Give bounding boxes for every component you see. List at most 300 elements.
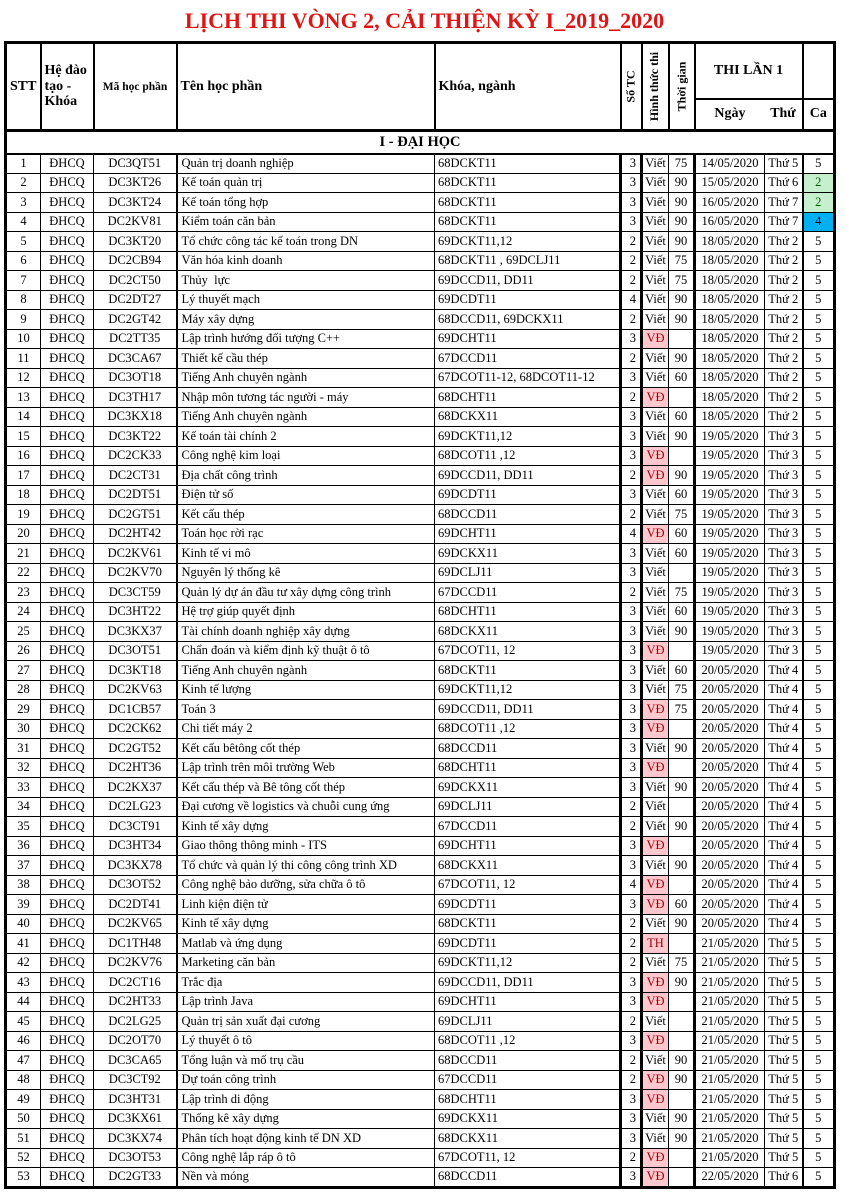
cell-hinh-thuc-thi: Viết [642, 271, 669, 291]
cell-ten-hoc-phan: Giao thông thông minh - ITS [177, 836, 435, 856]
cell-ngay: 20/05/2020 [695, 914, 765, 934]
cell-thoi-gian: 75 [669, 680, 695, 700]
table-row [6, 485, 835, 505]
cell-ngay: 20/05/2020 [695, 778, 765, 798]
cell-khoa-nganh: 69DCKX11 [435, 1109, 621, 1129]
cell-ten-hoc-phan: Thống kê xây dựng [177, 1109, 435, 1129]
cell-thu: Thứ 3 [765, 524, 803, 544]
cell-he-dao-tao: ĐHCQ [41, 1051, 94, 1071]
cell-ma-hoc-phan: DC2KV81 [94, 212, 177, 232]
cell-stt: 16 [6, 446, 41, 466]
cell-ngay: 18/05/2020 [695, 271, 765, 291]
cell-ten-hoc-phan: Nguyên lý thống kê [177, 563, 435, 583]
cell-ma-hoc-phan: DC2CT31 [94, 466, 177, 486]
cell-khoa-nganh: 69DCKT11,12 [435, 427, 621, 447]
cell-ma-hoc-phan: DC1TH48 [94, 934, 177, 954]
cell-stt: 5 [6, 232, 41, 252]
cell-thu: Thứ 4 [765, 661, 803, 681]
cell-so-tc: 3 [621, 427, 642, 447]
cell-khoa-nganh: 68DCKT11 [435, 661, 621, 681]
cell-stt: 11 [6, 349, 41, 369]
cell-hinh-thuc-thi: VĐ [642, 895, 669, 915]
cell-ten-hoc-phan: Tài chính doanh nghiệp xây dựng [177, 622, 435, 642]
cell-ngay: 20/05/2020 [695, 895, 765, 915]
cell-ma-hoc-phan: DC2TT35 [94, 329, 177, 349]
cell-ma-hoc-phan: DC2HT36 [94, 758, 177, 778]
cell-thu: Thứ 5 [765, 1090, 803, 1110]
cell-khoa-nganh: 67DCCD11 [435, 817, 621, 837]
cell-khoa-nganh: 69DCKX11 [435, 778, 621, 798]
cell-hinh-thuc-thi: Viết [642, 856, 669, 876]
cell-ten-hoc-phan: Lý thuyết mạch [177, 290, 435, 310]
col-header-thoi-gian [669, 43, 695, 131]
cell-ca: 5 [803, 622, 835, 642]
cell-he-dao-tao: ĐHCQ [41, 329, 94, 349]
cell-thu: Thứ 2 [765, 368, 803, 388]
cell-he-dao-tao: ĐHCQ [41, 1148, 94, 1168]
cell-he-dao-tao: ĐHCQ [41, 505, 94, 525]
cell-thoi-gian: 60 [669, 485, 695, 505]
cell-khoa-nganh: 68DCKT11 , 69DCLJ11 [435, 251, 621, 271]
cell-stt: 2 [6, 173, 41, 193]
cell-ten-hoc-phan: Trắc địa [177, 973, 435, 993]
table-row [6, 797, 835, 817]
cell-stt: 49 [6, 1090, 41, 1110]
table-row [6, 290, 835, 310]
table-row [6, 602, 835, 622]
cell-hinh-thuc-thi: Viết [642, 661, 669, 681]
table-row [6, 1090, 835, 1110]
cell-stt: 18 [6, 485, 41, 505]
cell-ma-hoc-phan: DC2DT51 [94, 485, 177, 505]
cell-ten-hoc-phan: Chẩn đoán và kiểm định kỹ thuật ô tô [177, 641, 435, 661]
cell-ten-hoc-phan: Kinh tế vi mô [177, 544, 435, 564]
cell-ca: 5 [803, 856, 835, 876]
table-row [6, 641, 835, 661]
cell-ca: 5 [803, 661, 835, 681]
cell-so-tc: 2 [621, 797, 642, 817]
cell-khoa-nganh: 69DCHT11 [435, 329, 621, 349]
col-header-khoa-nganh: Khóa, ngành [435, 43, 621, 131]
cell-stt: 31 [6, 739, 41, 759]
cell-ten-hoc-phan: Lý thuyết ô tô [177, 1031, 435, 1051]
cell-so-tc: 3 [621, 992, 642, 1012]
cell-he-dao-tao: ĐHCQ [41, 934, 94, 954]
cell-ngay: 16/05/2020 [695, 212, 765, 232]
cell-khoa-nganh: 67DCCD11 [435, 349, 621, 369]
cell-so-tc: 2 [621, 914, 642, 934]
cell-ca: 5 [803, 563, 835, 583]
cell-hinh-thuc-thi: Viết [642, 1129, 669, 1149]
cell-thu: Thứ 7 [765, 193, 803, 213]
cell-ma-hoc-phan: DC3CA67 [94, 349, 177, 369]
cell-thoi-gian [669, 1168, 695, 1188]
cell-thu: Thứ 5 [765, 1148, 803, 1168]
cell-ma-hoc-phan: DC3TH17 [94, 388, 177, 408]
cell-thu: Thứ 2 [765, 388, 803, 408]
cell-ten-hoc-phan: Nhập môn tương tác người - máy [177, 388, 435, 408]
section-title: I - ĐẠI HỌC [6, 131, 835, 154]
cell-thoi-gian [669, 875, 695, 895]
cell-so-tc: 3 [621, 680, 642, 700]
cell-thoi-gian: 90 [669, 817, 695, 837]
cell-stt: 26 [6, 641, 41, 661]
cell-ten-hoc-phan: Kế toán tài chính 2 [177, 427, 435, 447]
cell-ngay: 20/05/2020 [695, 817, 765, 837]
cell-thoi-gian: 90 [669, 778, 695, 798]
cell-he-dao-tao: ĐHCQ [41, 992, 94, 1012]
cell-stt: 39 [6, 895, 41, 915]
cell-ca: 5 [803, 700, 835, 720]
cell-so-tc: 2 [621, 1051, 642, 1071]
cell-stt: 29 [6, 700, 41, 720]
cell-ca: 5 [803, 446, 835, 466]
table-row [6, 583, 835, 603]
cell-so-tc: 2 [621, 232, 642, 252]
cell-ma-hoc-phan: DC3HT31 [94, 1090, 177, 1110]
cell-he-dao-tao: ĐHCQ [41, 544, 94, 564]
cell-hinh-thuc-thi: VĐ [642, 329, 669, 349]
cell-ca: 5 [803, 778, 835, 798]
cell-khoa-nganh: 69DCCD11, DD11 [435, 700, 621, 720]
cell-he-dao-tao: ĐHCQ [41, 1012, 94, 1032]
cell-ca: 4 [803, 212, 835, 232]
cell-ca: 5 [803, 368, 835, 388]
cell-he-dao-tao: ĐHCQ [41, 485, 94, 505]
cell-ngay: 20/05/2020 [695, 680, 765, 700]
cell-hinh-thuc-thi: VĐ [642, 719, 669, 739]
cell-hinh-thuc-thi: Viết [642, 349, 669, 369]
cell-so-tc: 2 [621, 388, 642, 408]
cell-he-dao-tao: ĐHCQ [41, 271, 94, 291]
cell-ngay: 21/05/2020 [695, 1012, 765, 1032]
cell-khoa-nganh: 67DCOT11, 12 [435, 641, 621, 661]
cell-so-tc: 3 [621, 173, 642, 193]
cell-khoa-nganh: 69DCKT11,12 [435, 680, 621, 700]
table-row [6, 1168, 835, 1188]
cell-he-dao-tao: ĐHCQ [41, 1070, 94, 1090]
cell-so-tc: 3 [621, 563, 642, 583]
cell-so-tc: 3 [621, 778, 642, 798]
cell-he-dao-tao: ĐHCQ [41, 1129, 94, 1149]
page-title: LỊCH THI VÒNG 2, CẢI THIỆN KỲ I_2019_2020 [184, 8, 665, 33]
cell-ca: 5 [803, 934, 835, 954]
thoi-gian-label: Thời gian [674, 61, 689, 112]
cell-stt: 10 [6, 329, 41, 349]
table-row [6, 992, 835, 1012]
table-row [6, 251, 835, 271]
cell-thoi-gian: 90 [669, 914, 695, 934]
cell-ma-hoc-phan: DC2DT41 [94, 895, 177, 915]
cell-ten-hoc-phan: Tiếng Anh chuyên ngành [177, 407, 435, 427]
cell-thoi-gian: 60 [669, 544, 695, 564]
table-row [6, 934, 835, 954]
cell-hinh-thuc-thi: Viết [642, 1109, 669, 1129]
table-row [6, 427, 835, 447]
cell-he-dao-tao: ĐHCQ [41, 739, 94, 759]
table-row [6, 1109, 835, 1129]
cell-thoi-gian: 60 [669, 407, 695, 427]
cell-stt: 24 [6, 602, 41, 622]
cell-ngay: 21/05/2020 [695, 934, 765, 954]
cell-khoa-nganh: 68DCCD11 [435, 739, 621, 759]
cell-ten-hoc-phan: Quản trị doanh nghiệp [177, 154, 435, 174]
table-row [6, 173, 835, 193]
cell-hinh-thuc-thi: Viết [642, 427, 669, 447]
cell-thu: Thứ 3 [765, 446, 803, 466]
cell-thoi-gian: 90 [669, 856, 695, 876]
cell-khoa-nganh: 68DCCD11, 69DCKX11 [435, 310, 621, 330]
cell-ten-hoc-phan: Văn hóa kinh doanh [177, 251, 435, 271]
cell-so-tc: 2 [621, 953, 642, 973]
cell-so-tc: 3 [621, 758, 642, 778]
cell-khoa-nganh: 69DCKX11 [435, 544, 621, 564]
cell-he-dao-tao: ĐHCQ [41, 1168, 94, 1188]
cell-ma-hoc-phan: DC2KV61 [94, 544, 177, 564]
cell-ma-hoc-phan: DC3KX74 [94, 1129, 177, 1149]
cell-ngay: 18/05/2020 [695, 310, 765, 330]
cell-hinh-thuc-thi: Viết [642, 212, 669, 232]
cell-ten-hoc-phan: Tiếng Anh chuyên ngành [177, 661, 435, 681]
cell-hinh-thuc-thi: Viết [642, 193, 669, 213]
table-row [6, 1070, 835, 1090]
table-row [6, 856, 835, 876]
cell-ma-hoc-phan: DC2GT42 [94, 310, 177, 330]
table-row [6, 212, 835, 232]
cell-ten-hoc-phan: Kế toán quản trị [177, 173, 435, 193]
cell-thoi-gian: 60 [669, 661, 695, 681]
cell-he-dao-tao: ĐHCQ [41, 154, 94, 174]
cell-thu: Thứ 3 [765, 622, 803, 642]
cell-ca: 5 [803, 466, 835, 486]
cell-so-tc: 2 [621, 310, 642, 330]
table-row [6, 524, 835, 544]
col-header-stt: STT [6, 43, 41, 131]
cell-so-tc: 3 [621, 1031, 642, 1051]
cell-he-dao-tao: ĐHCQ [41, 875, 94, 895]
vertical-label-wrap [670, 45, 694, 129]
cell-ca: 5 [803, 544, 835, 564]
cell-ngay: 20/05/2020 [695, 875, 765, 895]
cell-stt: 46 [6, 1031, 41, 1051]
table-row [6, 758, 835, 778]
cell-ten-hoc-phan: Lập trình Java [177, 992, 435, 1012]
col-header-ca: Ca [803, 99, 835, 131]
cell-ten-hoc-phan: Hệ trợ giúp quyết định [177, 602, 435, 622]
col-header-ngay-thu [695, 99, 803, 131]
cell-khoa-nganh: 69DCCD11, DD11 [435, 973, 621, 993]
cell-he-dao-tao: ĐHCQ [41, 466, 94, 486]
cell-thu: Thứ 3 [765, 563, 803, 583]
cell-ca: 5 [803, 1109, 835, 1129]
cell-ca: 5 [803, 1012, 835, 1032]
cell-ten-hoc-phan: Kinh tế xây dựng [177, 914, 435, 934]
cell-hinh-thuc-thi: Viết [642, 797, 669, 817]
cell-ngay: 19/05/2020 [695, 446, 765, 466]
cell-khoa-nganh: 69DCLJ11 [435, 563, 621, 583]
cell-ngay: 22/05/2020 [695, 1168, 765, 1188]
cell-he-dao-tao: ĐHCQ [41, 446, 94, 466]
cell-ngay: 20/05/2020 [695, 661, 765, 681]
col-header-so-tc [621, 43, 642, 131]
cell-so-tc: 3 [621, 193, 642, 213]
cell-he-dao-tao: ĐHCQ [41, 212, 94, 232]
cell-ten-hoc-phan: Kinh tế lượng [177, 680, 435, 700]
cell-so-tc: 3 [621, 739, 642, 759]
cell-ca: 5 [803, 817, 835, 837]
cell-stt: 17 [6, 466, 41, 486]
cell-he-dao-tao: ĐHCQ [41, 310, 94, 330]
cell-ma-hoc-phan: DC2CK62 [94, 719, 177, 739]
cell-ma-hoc-phan: DC3CA65 [94, 1051, 177, 1071]
cell-ma-hoc-phan: DC3KT20 [94, 232, 177, 252]
cell-ngay: 19/05/2020 [695, 583, 765, 603]
cell-ngay: 18/05/2020 [695, 368, 765, 388]
cell-so-tc: 3 [621, 544, 642, 564]
cell-ca: 5 [803, 973, 835, 993]
cell-ca: 5 [803, 758, 835, 778]
table-row [6, 953, 835, 973]
cell-he-dao-tao: ĐHCQ [41, 641, 94, 661]
exam-schedule-table [4, 41, 836, 1189]
cell-so-tc: 3 [621, 329, 642, 349]
cell-thoi-gian [669, 446, 695, 466]
cell-ca: 5 [803, 914, 835, 934]
cell-so-tc: 3 [621, 1109, 642, 1129]
cell-ten-hoc-phan: Công nghệ kim loại [177, 446, 435, 466]
cell-ca: 2 [803, 193, 835, 213]
cell-thu: Thứ 2 [765, 232, 803, 252]
cell-stt: 28 [6, 680, 41, 700]
cell-thoi-gian [669, 1031, 695, 1051]
cell-hinh-thuc-thi: Viết [642, 817, 669, 837]
ca-header-spacer [803, 43, 835, 99]
cell-stt: 41 [6, 934, 41, 954]
cell-ngay: 20/05/2020 [695, 758, 765, 778]
table-row [6, 680, 835, 700]
cell-ma-hoc-phan: DC3HT34 [94, 836, 177, 856]
cell-thu: Thứ 5 [765, 1051, 803, 1071]
cell-ca: 5 [803, 427, 835, 447]
cell-ngay: 19/05/2020 [695, 563, 765, 583]
cell-ten-hoc-phan: Quản lý dự án đầu tư xây dựng công trình [177, 583, 435, 603]
table-row [6, 875, 835, 895]
cell-so-tc: 3 [621, 895, 642, 915]
cell-hinh-thuc-thi: Viết [642, 232, 669, 252]
cell-ca: 5 [803, 407, 835, 427]
cell-he-dao-tao: ĐHCQ [41, 427, 94, 447]
cell-hinh-thuc-thi: Viết [642, 739, 669, 759]
cell-ma-hoc-phan: DC3CT92 [94, 1070, 177, 1090]
cell-thu: Thứ 5 [765, 992, 803, 1012]
cell-ma-hoc-phan: DC2CK33 [94, 446, 177, 466]
cell-stt: 30 [6, 719, 41, 739]
cell-hinh-thuc-thi: Viết [642, 485, 669, 505]
cell-he-dao-tao: ĐHCQ [41, 251, 94, 271]
col-header-thi-lan-1: THI LẦN 1 [695, 43, 803, 99]
cell-ma-hoc-phan: DC2OT70 [94, 1031, 177, 1051]
cell-hinh-thuc-thi: Viết [642, 154, 669, 174]
cell-hinh-thuc-thi: Viết [642, 407, 669, 427]
cell-hinh-thuc-thi: Viết [642, 583, 669, 603]
cell-stt: 36 [6, 836, 41, 856]
cell-stt: 1 [6, 154, 41, 174]
cell-stt: 50 [6, 1109, 41, 1129]
cell-ma-hoc-phan: DC2LG23 [94, 797, 177, 817]
cell-thoi-gian: 90 [669, 310, 695, 330]
cell-ca: 5 [803, 271, 835, 291]
cell-ca: 5 [803, 719, 835, 739]
cell-khoa-nganh: 69DCLJ11 [435, 797, 621, 817]
cell-thoi-gian: 75 [669, 505, 695, 525]
cell-stt: 6 [6, 251, 41, 271]
cell-khoa-nganh: 69DCHT11 [435, 836, 621, 856]
cell-ca: 5 [803, 602, 835, 622]
cell-khoa-nganh: 68DCKT11 [435, 154, 621, 174]
cell-stt: 3 [6, 193, 41, 213]
cell-he-dao-tao: ĐHCQ [41, 232, 94, 252]
cell-thu: Thứ 3 [765, 602, 803, 622]
cell-ca: 5 [803, 329, 835, 349]
cell-stt: 21 [6, 544, 41, 564]
cell-so-tc: 2 [621, 817, 642, 837]
cell-ma-hoc-phan: DC3CT59 [94, 583, 177, 603]
table-row [6, 193, 835, 213]
cell-khoa-nganh: 68DCKX11 [435, 1129, 621, 1149]
cell-ten-hoc-phan: Tiếng Anh chuyên ngành [177, 368, 435, 388]
cell-thoi-gian: 75 [669, 154, 695, 174]
cell-thoi-gian: 90 [669, 1129, 695, 1149]
cell-ca: 5 [803, 641, 835, 661]
cell-khoa-nganh: 68DCHT11 [435, 388, 621, 408]
cell-ca: 5 [803, 1129, 835, 1149]
cell-ten-hoc-phan: Matlab và ứng dụng [177, 934, 435, 954]
cell-ma-hoc-phan: DC2KV76 [94, 953, 177, 973]
cell-ma-hoc-phan: DC2HT42 [94, 524, 177, 544]
cell-ca: 5 [803, 1168, 835, 1188]
cell-ten-hoc-phan: Đại cương về logistics và chuỗi cung ứng [177, 797, 435, 817]
cell-ca: 5 [803, 680, 835, 700]
cell-thoi-gian [669, 641, 695, 661]
cell-ca: 5 [803, 232, 835, 252]
cell-thu: Thứ 3 [765, 544, 803, 564]
cell-ca: 5 [803, 524, 835, 544]
cell-ngay: 21/05/2020 [695, 1070, 765, 1090]
cell-hinh-thuc-thi: VĐ [642, 758, 669, 778]
cell-he-dao-tao: ĐHCQ [41, 622, 94, 642]
ngay-thu-wrap [696, 106, 802, 122]
table-row [6, 1031, 835, 1051]
cell-ten-hoc-phan: Dự toán công trình [177, 1070, 435, 1090]
cell-ngay: 18/05/2020 [695, 251, 765, 271]
cell-thoi-gian: 90 [669, 466, 695, 486]
cell-stt: 47 [6, 1051, 41, 1071]
cell-ngay: 18/05/2020 [695, 349, 765, 369]
cell-ma-hoc-phan: DC3KT24 [94, 193, 177, 213]
cell-ngay: 20/05/2020 [695, 739, 765, 759]
cell-so-tc: 4 [621, 875, 642, 895]
cell-hinh-thuc-thi: Viết [642, 680, 669, 700]
cell-so-tc: 3 [621, 641, 642, 661]
cell-thu: Thứ 5 [765, 1070, 803, 1090]
cell-hinh-thuc-thi: VĐ [642, 1090, 669, 1110]
cell-stt: 25 [6, 622, 41, 642]
cell-thoi-gian: 60 [669, 524, 695, 544]
table-row [6, 895, 835, 915]
cell-so-tc: 2 [621, 583, 642, 603]
cell-he-dao-tao: ĐHCQ [41, 173, 94, 193]
cell-khoa-nganh: 68DCKT11 [435, 173, 621, 193]
